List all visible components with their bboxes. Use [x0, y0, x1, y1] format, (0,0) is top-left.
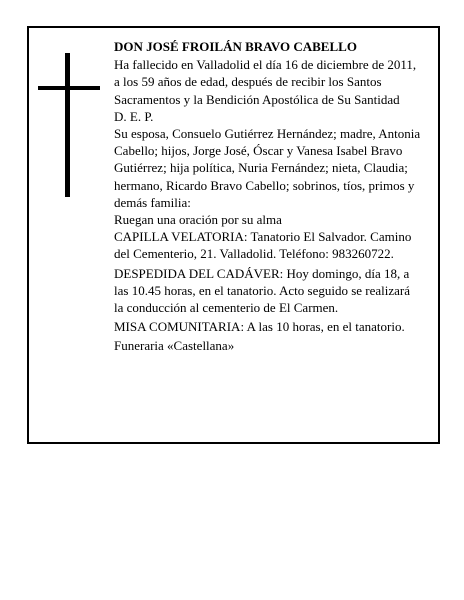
deceased-name: DON JOSÉ FROILÁN BRAVO CABELLO: [114, 39, 357, 54]
rip-text: D. E. P.: [114, 108, 154, 124]
mass-info: MISA COMUNITARIA: A las 10 horas, en el tanatorio.: [114, 319, 405, 335]
cross-vertical-bar: [65, 53, 70, 197]
chapel-info: CAPILLA VELATORIA: Tanatorio El Salvador. Camino del Cementerio, 21. Valladolid. Teléfono: 983260722.: [114, 229, 412, 262]
family-list: Su esposa, Consuelo Gutiérrez Hernández; madre, Antonia Cabello; hijos, Jorge José, Óscar y Vanesa Isabel Bravo Gutiérrez; hija política, Nuria Fernández; nieta, Claudia; hermano, Ricardo Bravo Cabello; sobrinos, tíos, primos y demás familia:: [114, 126, 421, 210]
farewell-info: DESPEDIDA DEL CADÁVER: Hoy domingo, día 18, a las 10.45 horas, en el tanatorio. Acto seguido se realizará la conducción al cementerio de El Carmen.: [114, 265, 411, 316]
cross-horizontal-bar: [38, 86, 100, 90]
funeral-home: Funeraria «Castellana»: [114, 338, 235, 354]
prayer-request: Ruegan una oración por su alma: [114, 212, 282, 228]
latin-cross-icon: [38, 53, 100, 197]
death-notice: Ha fallecido en Valladolid el día 16 de diciembre de 2011, a los 59 años de edad, después de recibir los Santos Sacramentos y la Bendición Apostólica de Su Santidad: [114, 57, 417, 107]
obituary-text: [114, 38, 422, 355]
